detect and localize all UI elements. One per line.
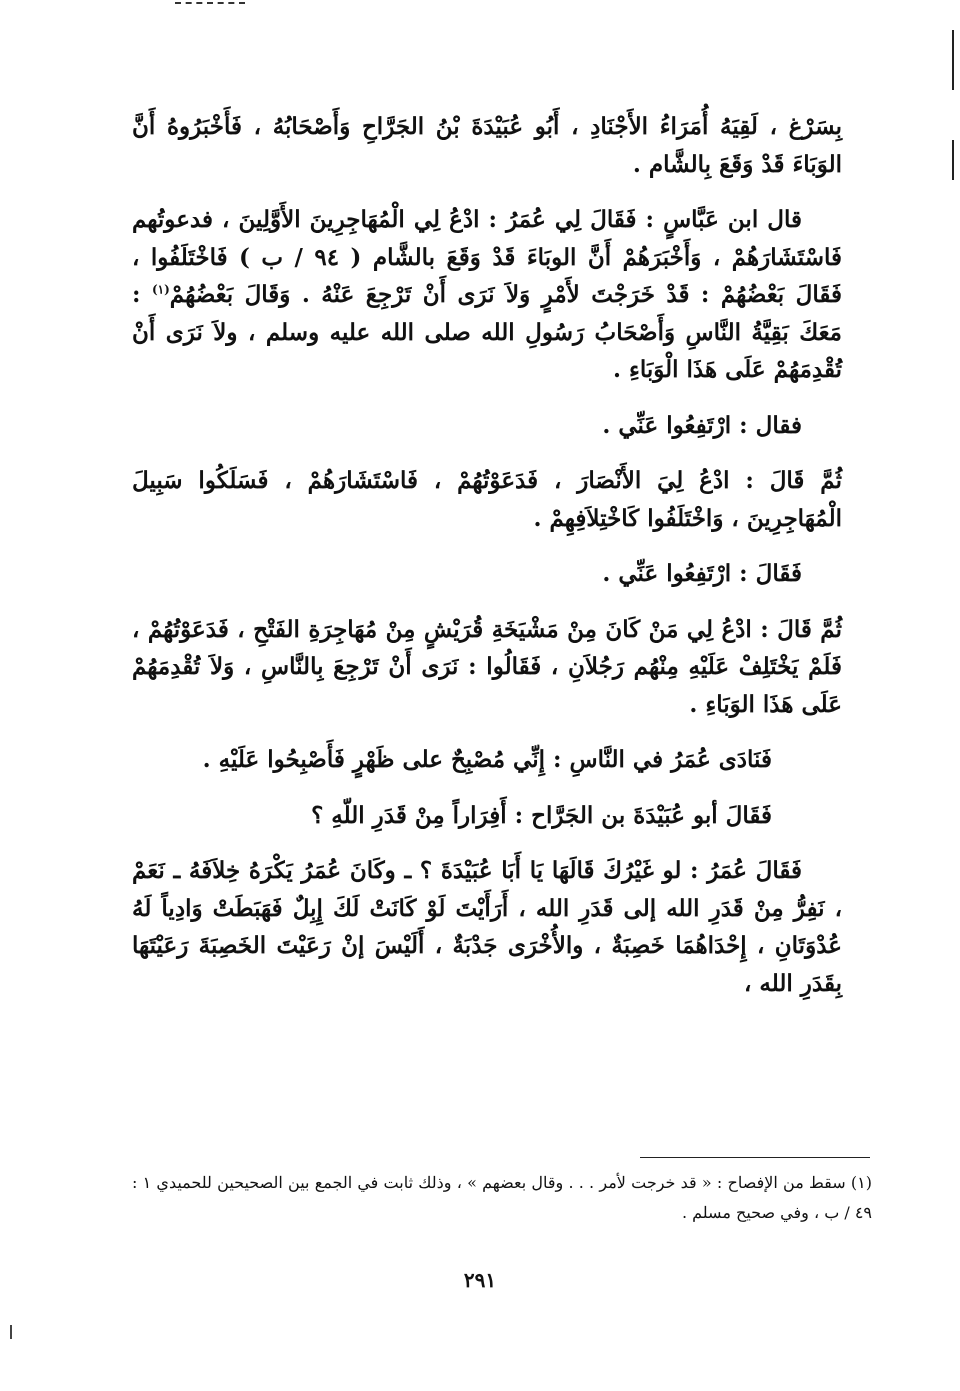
main-text bbox=[132, 108, 842, 1020]
footnote: (١) سقط من الإفصاح : « قد خرجت لأمر . . . وقال بعضهم » ، وذلك ثابت في الجمع بين الصحيحين للحميدي ١ : ٤٩ / ب ، وفي صحيح مسلم . bbox=[132, 1173, 872, 1222]
scan-edge-line bbox=[952, 140, 954, 180]
paragraph: فَقَالَ : ارْتَفِعُوا عَنِّي . bbox=[602, 560, 802, 587]
paragraph: فَقَالَ عُمَرُ : لو غَيْرُكَ قَالَهَا يَا أَبَا عُبَيْدَةَ ؟ ـ وكَانَ عُمَرُ يَكْرَهُ خِلاَفَهُ ـ نَعَمْ ، نَفِرُّ مِنْ قَدَرِ الله إلى قَدَرِ الله ، أَرَأَيْتَ لَوْ كَانَتْ لَكَ إِبِلٌ فَهَبَطَتْ وَادِياً لَهُ عُدْوَتَانِ ، إِحْدَاهُمَا خَصِبَةٌ ، والأُخْرَى جَدْبَةٌ ، أَلَيْسَ إنْ رَعَيْتَ الخَصِبَةَ رَعَيْتَهَا بِقَدَرِ الله ، bbox=[132, 857, 842, 997]
paragraph bbox=[132, 201, 842, 389]
paragraph: ثُمَّ قَالَ : ادْعُ لِي مَنْ كَانَ مِنْ مَشْيَخَةِ قُرَيْشٍ مِنْ مُهَاجِرَةِ الفَتْحِ ، فَدَعَوْتُهُمْ ، فَلَمْ يَخْتَلِفْ عَلَيْهِ مِنْهُم رَجُلاَنِ ، فَقَالُوا : نَرَى أَنْ تَرْجِعَ بِالنَّاسِ ، وَلاَ تُقْدِمَهُمْ عَلَى هَذَا الوَبَاءِ . bbox=[132, 615, 842, 718]
page-number: ٢٩١ bbox=[463, 1268, 497, 1292]
scan-mark bbox=[175, 2, 245, 12]
scan-edge-line bbox=[952, 30, 954, 90]
paragraph: ثُمَّ قَالَ : ادْعُ لِيَ الأَنْصَارَ ، فَدَعَوْتُهُمْ ، فَاسْتَشَارَهُمْ ، فَسَلَكُوا سَبِيلَ الْمُهَاجِرِينَ ، وَاخْتَلَفُوا كَاخْتِلاَفِهِمْ . bbox=[132, 467, 842, 532]
paragraph-text: قال ابن عَبَّاسٍ : فَقَالَ لِي عُمَرُ : ادْعُ لِي الْمُهَاجِرِينَ الأَوَّلِينَ ، فدعوتُهم فَاسْتَشَارَهُمْ ، وَأَخْبَرَهُمْ أَنَّ الوبَاءَ قَدْ وَقَعَ بالشَّام ( ٩٤ / ب ) فَاخْتَلَفُوا ، فَقَالَ بَعْضُهُمْ : قَدْ خَرَجْتَ لأَمْرٍ وَلاَ نَرَى أَنْ تَرْجِعَ عَنْهُ . وَقَالَ بَعْضُهُمْ bbox=[132, 206, 842, 308]
footnote-ref: (١) bbox=[151, 282, 170, 297]
paragraph: فقال : ارْتَفِعُوا عَنِّي . bbox=[602, 411, 802, 439]
paragraph: فَنَادَى عُمَرُ في النَّاسِ : إِنِّي مُصْبِحٌ على ظَهْرٍ فَأَصْبِحُوا عَلَيْهِ . bbox=[202, 746, 772, 773]
paragraph-text: : مَعَكَ بَقِيَّةُ النَّاسِ وَأَصْحَابُ رَسُولِ الله صلى الله عليه وسلم ، ولاَ نَرَى أَنْ تُقْدِمَهُمْ عَلَى هَذَا الْوَبَاءِ . bbox=[132, 281, 842, 383]
footnote-divider bbox=[640, 1157, 870, 1158]
paragraph: بِسَرْغ ، لَقِيَهُ أُمَرَاءُ الأَجْنَادِ ، أَبُو عُبَيْدَةَ بْنُ الجَرَّاحِ وَأَصْحَابُهُ ، فَأَخْبَرُوهُ أَنَّ الوَبَاءَ قَدْ وَقَعَ بِالشَّام . bbox=[132, 113, 842, 178]
scan-mark bbox=[10, 1325, 12, 1339]
paragraph: فَقَالَ أبو عُبَيْدَةَ بن الجَرَّاح : أَفِرَاراً مِنْ قَدَرِ اللّهِ ؟ bbox=[311, 801, 772, 829]
